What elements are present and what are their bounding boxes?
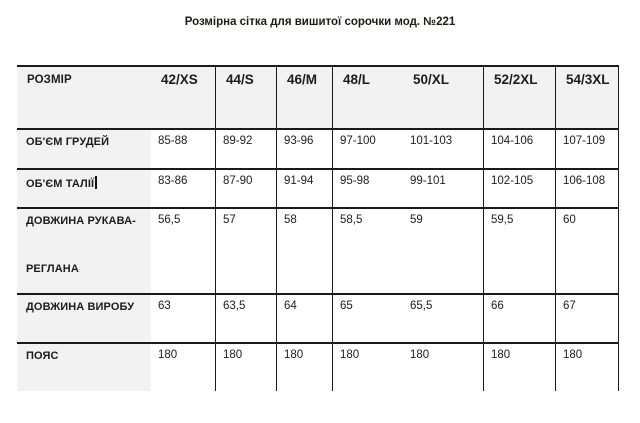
cell-length-50xl[interactable]: 65,5 (403, 295, 483, 342)
cell-chest-48l[interactable]: 97-100 (332, 130, 403, 168)
cell-waist-48l[interactable]: 95-98 (332, 170, 403, 207)
cell-sleeve-54-3xl[interactable]: 60 (555, 209, 619, 293)
header-cell-size-54-3xl[interactable]: 54/3XL (555, 67, 619, 128)
table-header-row (17, 67, 619, 130)
size-chart-table (17, 65, 619, 391)
header-cell-size-46m[interactable]: 46/M (276, 67, 332, 128)
row-label-belt[interactable]: ПОЯС (17, 344, 151, 391)
cell-sleeve-42xs[interactable]: 56,5 (151, 209, 215, 293)
row-label-waist[interactable] (17, 170, 151, 207)
cell-length-52-2xl[interactable]: 66 (483, 295, 555, 342)
cell-waist-42xs[interactable]: 83-86 (151, 170, 215, 207)
cell-belt-46m[interactable]: 180 (276, 344, 332, 391)
cell-chest-46m[interactable]: 93-96 (276, 130, 332, 168)
header-cell-size-52-2xl[interactable]: 52/2XL (483, 67, 555, 128)
cell-chest-42xs[interactable]: 85-88 (151, 130, 215, 168)
cell-waist-50xl[interactable]: 99-101 (403, 170, 483, 207)
table-row-waist (17, 170, 619, 209)
header-cell-rozmir[interactable]: РОЗМІР (17, 67, 151, 128)
cell-length-46m[interactable]: 64 (276, 295, 332, 342)
cell-length-42xs[interactable]: 63 (151, 295, 215, 342)
cell-length-48l[interactable]: 65 (332, 295, 403, 342)
cell-waist-54-3xl[interactable]: 106-108 (555, 170, 619, 207)
cell-sleeve-46m[interactable]: 58 (276, 209, 332, 293)
header-cell-size-44s[interactable]: 44/S (215, 67, 276, 128)
document-title[interactable]: Розмірна сітка для вишитої сорочки мод. №221 (184, 16, 456, 28)
cell-length-44s[interactable]: 63,5 (215, 295, 276, 342)
cell-chest-44s[interactable]: 89-92 (215, 130, 276, 168)
text-cursor-caret (95, 176, 97, 189)
row-label-chest[interactable]: ОБ'ЄМ ГРУДЕЙ (17, 130, 151, 168)
cell-belt-44s[interactable]: 180 (215, 344, 276, 391)
cell-belt-54-3xl[interactable]: 180 (555, 344, 619, 391)
header-cell-size-42xs[interactable]: 42/XS (151, 67, 215, 128)
cell-sleeve-52-2xl[interactable]: 59,5 (483, 209, 555, 293)
table-row-chest (17, 130, 619, 170)
cell-belt-48l[interactable]: 180 (332, 344, 403, 391)
cell-waist-46m[interactable]: 91-94 (276, 170, 332, 207)
cell-length-54-3xl[interactable]: 67 (555, 295, 619, 342)
cell-waist-52-2xl[interactable]: 102-105 (483, 170, 555, 207)
table-row-length (17, 295, 619, 344)
row-label-sleeve[interactable] (17, 209, 151, 293)
table-row-sleeve (17, 209, 619, 295)
table-row-belt (17, 344, 619, 391)
cell-sleeve-48l[interactable]: 58,5 (332, 209, 403, 293)
cell-sleeve-44s[interactable]: 57 (215, 209, 276, 293)
cell-waist-44s[interactable]: 87-90 (215, 170, 276, 207)
cell-chest-54-3xl[interactable]: 107-109 (555, 130, 619, 168)
cell-chest-52-2xl[interactable]: 104-106 (483, 130, 555, 168)
header-cell-size-50xl[interactable]: 50/XL (403, 67, 483, 128)
cell-belt-42xs[interactable]: 180 (151, 344, 215, 391)
cell-chest-50xl[interactable]: 101-103 (403, 130, 483, 168)
row-label-sleeve-text: ДОВЖИНА РУКАВА-РЕГЛАНА (26, 215, 136, 275)
header-cell-size-48l[interactable]: 48/L (332, 67, 403, 128)
row-label-length[interactable]: ДОВЖИНА ВИРОБУ (17, 295, 151, 342)
cell-belt-52-2xl[interactable]: 180 (483, 344, 555, 391)
cell-sleeve-50xl[interactable]: 59 (403, 209, 483, 293)
cell-belt-50xl[interactable]: 180 (403, 344, 483, 391)
row-label-waist-text: ОБ'ЄМ ТАЛІЇ (26, 178, 95, 190)
